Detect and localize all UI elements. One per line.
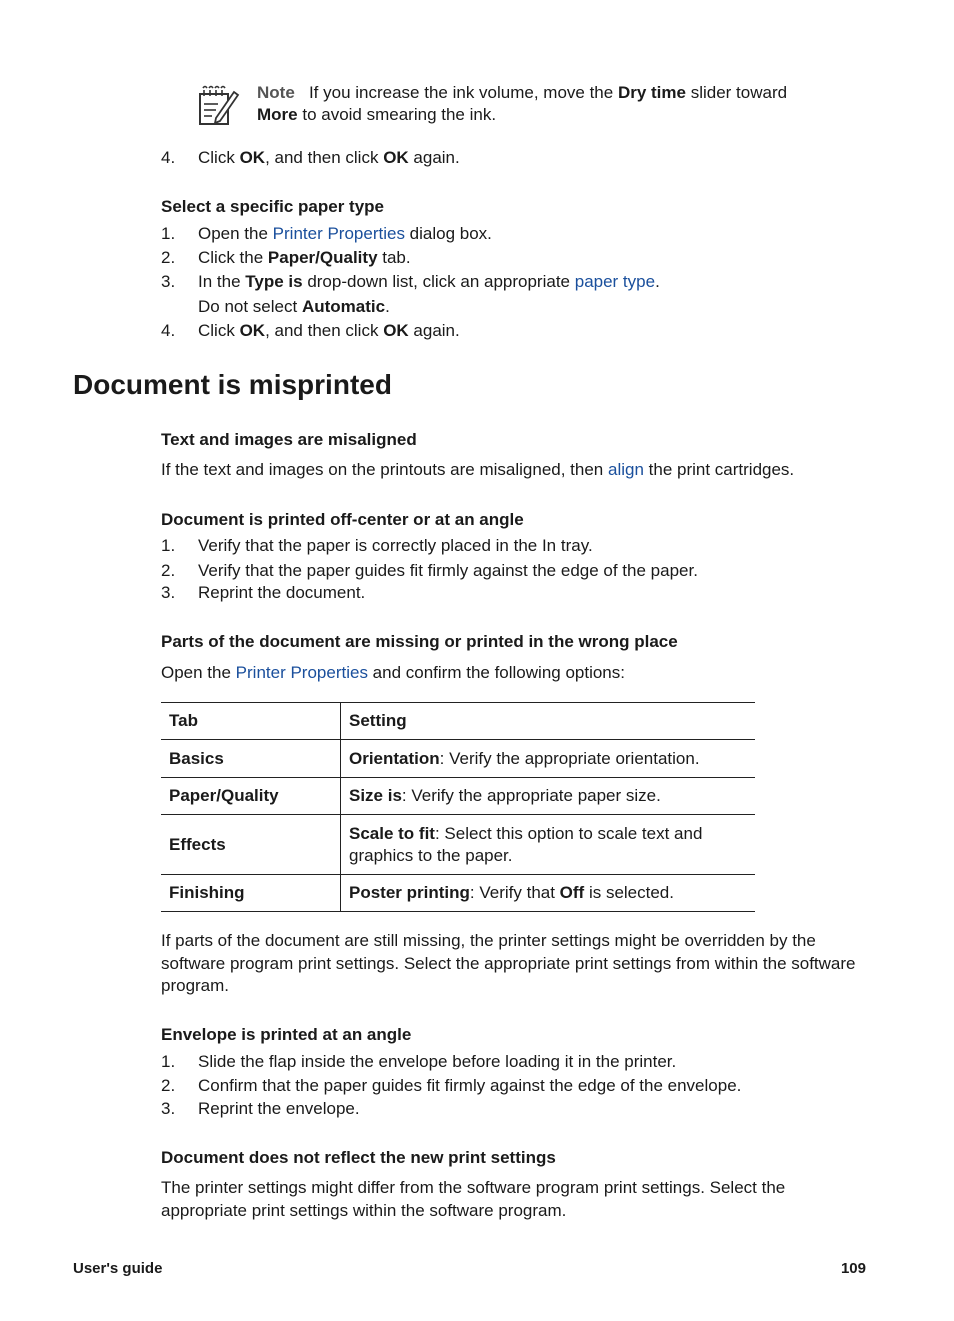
step-number: 1.: [161, 1052, 176, 1071]
step-text: Slide the flap inside the envelope before loading it in the printer.: [198, 1052, 677, 1071]
paragraph-missing-intro: Open the Printer Properties and confirm the following options:: [161, 663, 625, 682]
table-row: [161, 740, 755, 778]
step-number: 3.: [161, 1099, 176, 1118]
step-text-continued: Do not select Automatic.: [198, 297, 390, 316]
step-number: 4.: [161, 148, 176, 167]
note-line-2: More to avoid smearing the ink.: [257, 105, 497, 124]
table-cell-tab: Effects: [161, 815, 341, 875]
footer-guide-title: User's guide: [73, 1260, 163, 1277]
table-cell-setting: Orientation: Verify the appropriate orientation.: [341, 740, 756, 778]
printer-properties-link[interactable]: Printer Properties: [272, 224, 405, 243]
table-header-row: [161, 703, 755, 740]
step-text: Verify that the paper guides fit firmly against the edge of the paper.: [198, 561, 698, 580]
step-text: Verify that the paper is correctly placed in the In tray.: [198, 536, 593, 555]
paragraph-new-settings: The printer settings might differ from the software program print settings. Select the appropriate print settings within the software program.: [161, 1178, 786, 1220]
table-cell-tab: Paper/Quality: [161, 778, 341, 815]
step-text: Reprint the envelope.: [198, 1099, 360, 1118]
step-text: Reprint the document.: [198, 583, 366, 602]
section-heading-paper-type: Select a specific paper type: [161, 197, 384, 216]
table-cell-setting: Size is: Verify the appropriate paper size.: [341, 778, 756, 815]
table-row: [161, 778, 755, 815]
step-number: 2.: [161, 1076, 176, 1095]
section-heading-misaligned: Text and images are misaligned: [161, 430, 417, 449]
step-text: Click OK, and then click OK again.: [198, 321, 460, 340]
section-heading-offcenter: Document is printed off-center or at an angle: [161, 510, 524, 529]
note-icon: [196, 84, 242, 128]
step-text: Open the Printer Properties dialog box.: [198, 224, 492, 243]
step-text: Click the Paper/Quality tab.: [198, 248, 411, 267]
step-number: 2.: [161, 561, 176, 580]
step-text: Confirm that the paper guides fit firmly against the edge of the envelope.: [198, 1076, 742, 1095]
step-number: 1.: [161, 224, 176, 243]
table-header-tab: Tab: [161, 703, 341, 740]
paragraph-missing-after: If parts of the document are still missing, the printer settings might be overridden by the software program print settings. Select the appropriate print settings from within the software program.: [161, 931, 856, 995]
table-row: [161, 815, 755, 875]
paper-type-link[interactable]: paper type: [574, 272, 656, 291]
note-label: Note: [257, 83, 295, 102]
note-line-1: Note If you increase the ink volume, move the Dry time slider toward: [257, 83, 788, 102]
table-cell-setting: Poster printing: Verify that Off is selected.: [341, 875, 756, 912]
table-cell-tab: Basics: [161, 740, 341, 778]
options-table: [161, 702, 755, 912]
footer-page-number: 109: [840, 1260, 866, 1277]
table-header-setting: Setting: [341, 703, 756, 740]
table-cell-tab: Finishing: [161, 875, 341, 912]
step-number: 4.: [161, 321, 176, 340]
table-cell-setting: Scale to fit: Select this option to scale text and graphics to the paper.: [341, 815, 756, 875]
printer-properties-link[interactable]: Printer Properties: [235, 663, 368, 682]
step-number: 1.: [161, 536, 176, 555]
section-heading-envelope: Envelope is printed at an angle: [161, 1025, 412, 1044]
step-number: 3.: [161, 272, 176, 291]
section-heading-missing: Parts of the document are missing or printed in the wrong place: [161, 632, 678, 651]
step-number: 3.: [161, 583, 176, 602]
section-heading-new-settings: Document does not reflect the new print settings: [161, 1148, 556, 1167]
page-title: Document is misprinted: [73, 369, 392, 400]
step-number: 2.: [161, 248, 176, 267]
step-text: In the Type is drop-down list, click an appropriate paper type.: [198, 272, 660, 291]
paragraph-misaligned: If the text and images on the printouts are misaligned, then align the print cartridges.: [161, 460, 795, 479]
step-text: Click OK, and then click OK again.: [198, 148, 460, 167]
align-link[interactable]: align: [608, 460, 644, 479]
table-row: [161, 875, 755, 912]
